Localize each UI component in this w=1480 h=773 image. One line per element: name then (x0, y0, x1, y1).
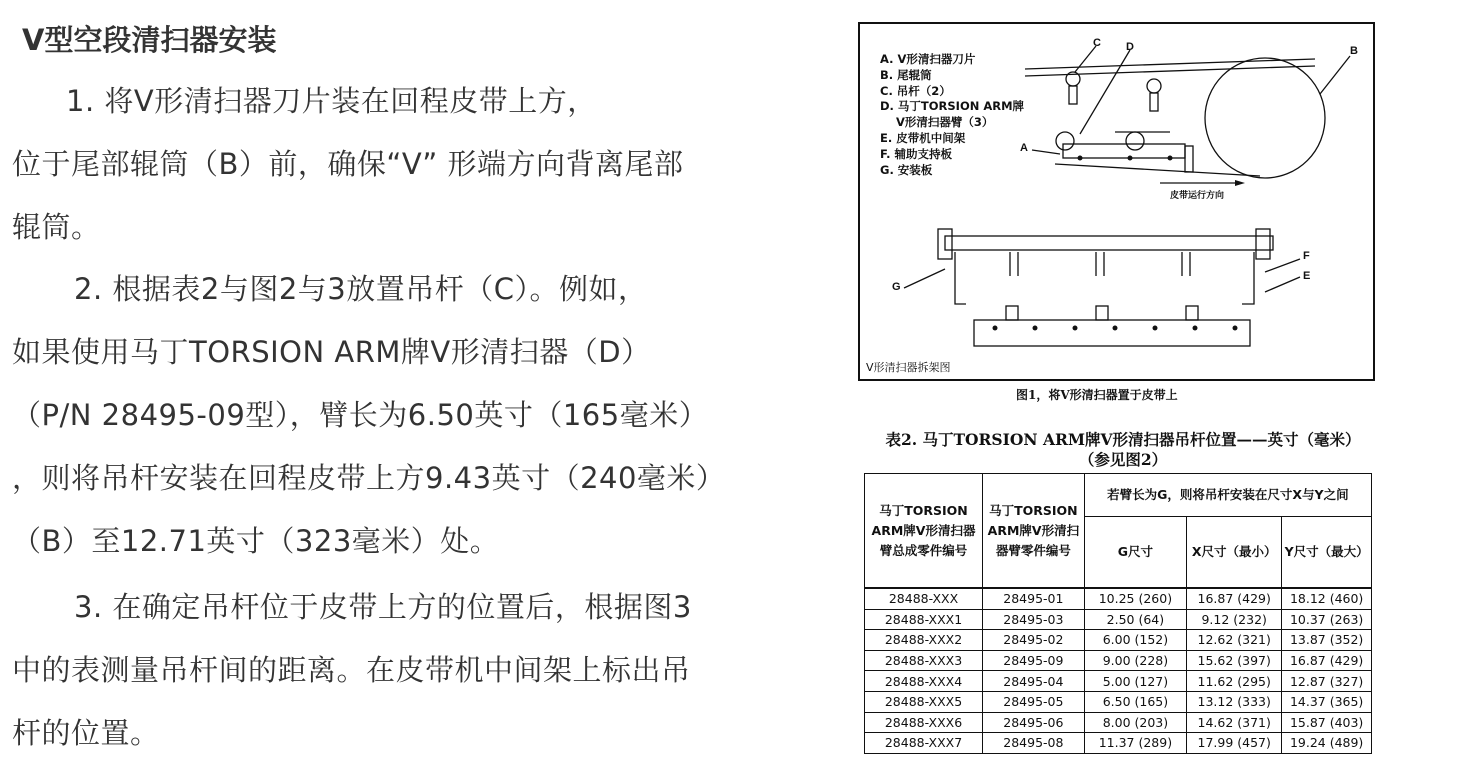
table-cell: 28495-03 (983, 609, 1085, 630)
text-line: 位于尾部辊筒（B）前，确保“V” 形端方向背离尾部 (12, 147, 684, 181)
text-line: 中的表测量吊杆间的距离。在皮带机中间架上标出吊 (12, 653, 691, 687)
table-cell: 28488-XXX2 (865, 630, 983, 651)
table-cell: 19.24 (489) (1282, 733, 1372, 754)
callout-b: B (1350, 45, 1358, 57)
table-cell: 12.62 (321) (1187, 630, 1282, 651)
table-cell: 9.00 (228) (1084, 650, 1186, 671)
table-cell: 17.99 (457) (1187, 733, 1282, 754)
text-line: （P/N 28495-09型），臂长为6.50英寸（165毫米） (12, 398, 709, 432)
table-cell: 10.37 (263) (1282, 609, 1372, 630)
legend-item: E. 皮带机中间架 (880, 130, 966, 145)
table-cell: 28488-XXX3 (865, 650, 983, 671)
figure-bottom-label: V形清扫器拆架图 (866, 361, 951, 374)
table-cell: 28488-XXX (865, 588, 983, 609)
col4-header: X尺寸（最小） (1187, 517, 1282, 589)
table-cell: 12.87 (327) (1282, 671, 1372, 692)
text-line: （B）至12.71英寸（323毫米）处。 (12, 524, 500, 558)
table-cell: 2.50 (64) (1084, 609, 1186, 630)
text-line: 杆的位置。 (12, 716, 160, 750)
table-row (865, 609, 1372, 630)
table-title (868, 430, 1378, 470)
table-row (865, 630, 1372, 651)
table-cell: 13.87 (352) (1282, 630, 1372, 651)
table-cell: 16.87 (429) (1187, 588, 1282, 609)
table-cell: 16.87 (429) (1282, 650, 1372, 671)
table-subtitle: （参见图2） (1078, 450, 1168, 469)
table-row (865, 712, 1372, 733)
table-cell: 28495-06 (983, 712, 1085, 733)
col3-header: G尺寸 (1084, 517, 1186, 589)
page-title: V型空段清扫器安装 (22, 23, 277, 57)
table-cell: 14.62 (371) (1187, 712, 1282, 733)
legend-item: C. 吊杆（2） (880, 83, 951, 98)
callout-d: D (1126, 41, 1134, 53)
table-cell: 9.12 (232) (1187, 609, 1282, 630)
table-cell: 5.00 (127) (1084, 671, 1186, 692)
table-row (865, 691, 1372, 712)
table-cell: 8.00 (203) (1084, 712, 1186, 733)
table-row (865, 733, 1372, 754)
col5-header: Y尺寸（最大） (1282, 517, 1372, 589)
text-line: 辊筒。 (12, 210, 101, 244)
col1-header: 马丁TORSION ARM牌V形清扫器臂总成零件编号 (865, 474, 983, 589)
table-cell: 28495-09 (983, 650, 1085, 671)
callout-g: G (892, 281, 901, 293)
table-cell: 28488-XXX7 (865, 733, 983, 754)
table-cell: 11.62 (295) (1187, 671, 1282, 692)
figure-legend (880, 52, 1024, 178)
legend-item: F. 辅助支持板 (880, 146, 953, 161)
table-row (865, 588, 1372, 609)
paragraph-step-1 (12, 70, 832, 259)
paragraph-step-2 (12, 258, 832, 573)
callout-f: F (1303, 250, 1310, 262)
table-cell: 15.62 (397) (1187, 650, 1282, 671)
figure-caption: 图1，将V形清扫器置于皮带上 (1016, 388, 1178, 402)
text-line: 2. 根据表2与图2与3放置吊杆（C）。例如， (74, 272, 648, 306)
table-cell: 28495-05 (983, 691, 1085, 712)
callout-a: A (1020, 142, 1028, 154)
group-header: 若臂长为G，则将吊杆安装在尺寸X与Y之间 (1084, 474, 1371, 517)
text-line: ，则将吊杆安装在回程皮带上方9.43英寸（240毫米） (12, 461, 726, 495)
table-cell: 11.37 (289) (1084, 733, 1186, 754)
table-cell: 28488-XXX5 (865, 691, 983, 712)
text-line: 1. 将V形清扫器刀片装在回程皮带上方， (66, 84, 597, 118)
callout-e: E (1303, 270, 1311, 282)
table-cell: 28495-02 (983, 630, 1085, 651)
table-cell: 28488-XXX4 (865, 671, 983, 692)
legend-item: D. 马丁TORSION ARM牌 (880, 99, 1025, 114)
col2-header: 马丁TORSION ARM牌V形清扫器臂零件编号 (983, 474, 1085, 589)
table-body (865, 588, 1372, 753)
table-cell: 18.12 (460) (1282, 588, 1372, 609)
table-cell: 14.37 (365) (1282, 691, 1372, 712)
table-cell: 28495-01 (983, 588, 1085, 609)
callout-c: C (1093, 37, 1101, 49)
text-line: 如果使用马丁TORSION ARM牌V形清扫器（D） (12, 335, 651, 369)
table-title-line: 表2. 马丁TORSION ARM牌V形清扫器吊杆位置——英寸（毫米） (885, 430, 1361, 449)
table-cell: 6.50 (165) (1084, 691, 1186, 712)
table-cell: 10.25 (260) (1084, 588, 1186, 609)
table-row (865, 671, 1372, 692)
figure-1 (858, 22, 1375, 381)
table-cell: 28488-XXX1 (865, 609, 983, 630)
legend-item: B. 尾辊筒 (880, 67, 932, 82)
legend-item: V形清扫器臂（3） (880, 115, 994, 130)
paragraph-step-3 (12, 576, 832, 765)
table-cell: 13.12 (333) (1187, 691, 1282, 712)
text-line: 3. 在确定吊杆位于皮带上方的位置后，根据图3 (74, 590, 692, 624)
table-cell: 28488-XXX6 (865, 712, 983, 733)
hanger-position-table (864, 473, 1372, 754)
table-cell: 6.00 (152) (1084, 630, 1186, 651)
table-cell: 28495-04 (983, 671, 1085, 692)
table-cell: 15.87 (403) (1282, 712, 1372, 733)
tail-pulley (1205, 58, 1325, 178)
legend-item: G. 安装板 (880, 162, 933, 177)
legend-item: A. V形清扫器刀片 (880, 52, 976, 66)
table-row (865, 650, 1372, 671)
table-cell: 28495-08 (983, 733, 1085, 754)
belt-direction-label: 皮带运行方向 (1170, 190, 1225, 200)
